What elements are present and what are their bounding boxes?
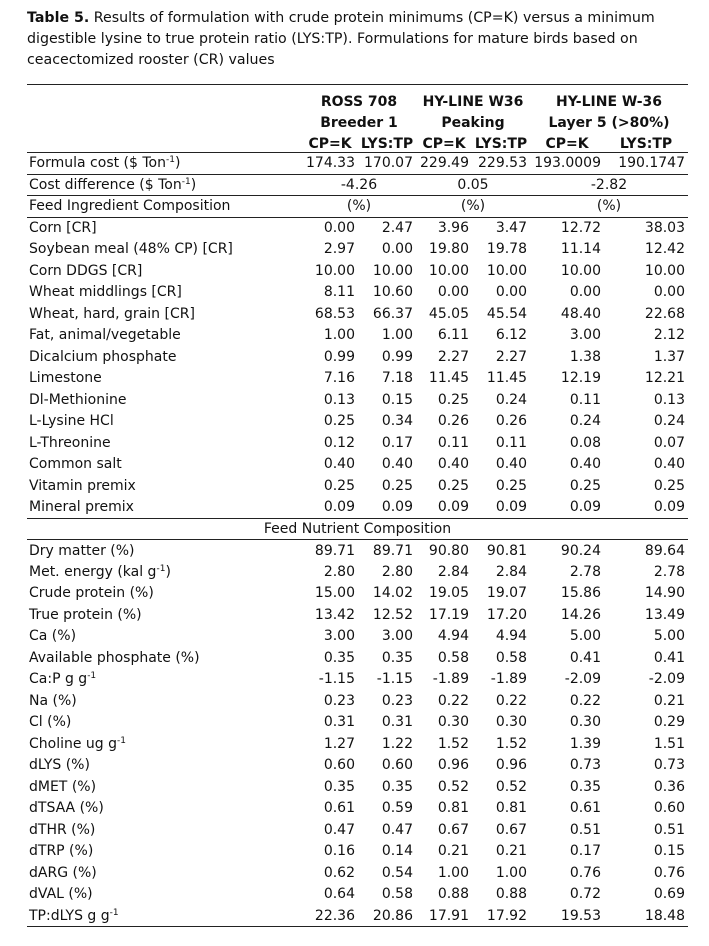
row-label: Cl (%) [29, 714, 72, 731]
cell: 3.00 [381, 628, 413, 645]
cell: 0.51 [653, 821, 685, 838]
table-row [27, 798, 688, 820]
row-label: Formula cost ($ Ton$^{-1}$) [27, 153, 302, 175]
cell: 1.00 [381, 327, 413, 344]
table-row [27, 690, 688, 712]
cell: 12.19 [560, 370, 601, 387]
ingredient-section-row [27, 196, 688, 218]
cell: 0.73 [569, 757, 601, 774]
cell: 0.96 [495, 757, 527, 774]
row-label: Met. energy (kal $g^{-1}$) [29, 563, 171, 580]
cell: 0.09 [530, 497, 604, 519]
row-label: Corn DDGS [CR] [29, 262, 143, 279]
cell: 174.33 [302, 153, 358, 175]
table-row [27, 368, 688, 390]
cell: 1.39 [569, 735, 601, 752]
cell: 14.90 [644, 585, 685, 602]
cell: 2.47 [381, 220, 413, 236]
cost-difference-row [27, 174, 688, 196]
row-label: Limestone [29, 370, 102, 387]
cell: 0.24 [495, 391, 527, 408]
row-label: Corn [CR] [29, 220, 97, 236]
cell: 68.53 [314, 305, 355, 322]
cell: 0.29 [653, 714, 685, 731]
cell: 10.00 [644, 262, 685, 279]
cell: 7.16 [323, 370, 355, 387]
nutrients-body [27, 540, 688, 927]
unit-label: (%) [530, 196, 688, 218]
cell: 3.96 [437, 220, 469, 236]
cell: 0.00 [323, 220, 355, 236]
cell: 0.76 [569, 864, 601, 881]
cell: 1.22 [381, 735, 413, 752]
cell: 0.61 [323, 800, 355, 817]
cell: 0.40 [495, 456, 527, 473]
cell: 0.60 [653, 800, 685, 817]
row-label: Common salt [29, 456, 122, 473]
cell: 0.99 [381, 348, 413, 365]
cell: 0.11 [569, 391, 601, 408]
cell: 0.11 [495, 434, 527, 451]
cell: 2.27 [495, 348, 527, 365]
table-row [27, 604, 688, 626]
cell: 0.09 [358, 497, 416, 519]
cell: 45.05 [428, 305, 469, 322]
row-label: Dl-Methionine [29, 391, 127, 408]
cell: 0.34 [381, 413, 413, 430]
cell: 15.00 [314, 585, 355, 602]
cell: 2.84 [437, 563, 469, 580]
cell: 0.22 [569, 692, 601, 709]
table-row [27, 669, 688, 691]
cell: 19.53 [530, 905, 604, 927]
group-header-2-line2: Peaking [441, 115, 505, 131]
cell: 0.12 [323, 434, 355, 451]
row-label: dLYS (%) [29, 757, 90, 774]
cell: -1.15 [376, 671, 413, 688]
cell: 0.22 [495, 692, 527, 709]
cell: 2.78 [569, 563, 601, 580]
cell: 0.24 [569, 413, 601, 430]
cell: 0.51 [569, 821, 601, 838]
cell: 0.36 [653, 778, 685, 795]
cell: 0.73 [653, 757, 685, 774]
cell: 17.19 [428, 606, 469, 623]
cell: 19.05 [428, 585, 469, 602]
table-row [27, 862, 688, 884]
row-label: Choline ug $g^{-1}$ [29, 735, 127, 752]
cell: -2.09 [648, 671, 685, 688]
cell: 0.58 [437, 649, 469, 666]
row-label: Na (%) [29, 692, 77, 709]
cell: 0.25 [653, 477, 685, 494]
table-row [27, 303, 688, 325]
cell: 0.14 [381, 843, 413, 860]
cell: 0.08 [569, 434, 601, 451]
cell: 0.35 [381, 649, 413, 666]
cell: 11.14 [560, 241, 601, 258]
row-label: Dry matter (%) [29, 542, 135, 559]
cell: 0.26 [495, 413, 527, 430]
cell: -1.15 [318, 671, 355, 688]
cell: 38.03 [644, 220, 685, 236]
table-row [27, 475, 688, 497]
row-label: dVAL (%) [29, 886, 93, 903]
table-row [27, 239, 688, 261]
subcol-header: LYS:TP [619, 136, 673, 152]
results-table [27, 84, 688, 927]
cell: 0.59 [381, 800, 413, 817]
subcol-header: CP=K [308, 136, 352, 152]
cell: 0.58 [495, 649, 527, 666]
header-spacer [27, 85, 302, 111]
cell: 190.1747 [604, 153, 688, 175]
cell: 0.31 [323, 714, 355, 731]
row-label: Mineral premix [27, 497, 302, 519]
table-row [27, 776, 688, 798]
cell: 0.67 [495, 821, 527, 838]
cell: 229.53 [472, 153, 530, 175]
cell: -1.89 [432, 671, 469, 688]
subcol-header: LYS:TP [360, 136, 414, 152]
unit-label: (%) [416, 196, 530, 218]
table-row [27, 325, 688, 347]
cell: 0.30 [495, 714, 527, 731]
table-row [27, 733, 688, 755]
row-label: Wheat, hard, grain [CR] [29, 305, 195, 322]
table-row [27, 389, 688, 411]
table-row [27, 712, 688, 734]
cell: 0.69 [653, 886, 685, 903]
table-row [27, 432, 688, 454]
cell: 0.09 [604, 497, 688, 519]
cell: 12.21 [644, 370, 685, 387]
table-row [27, 755, 688, 777]
cell: 0.26 [437, 413, 469, 430]
cell: 1.37 [653, 348, 685, 365]
cell: 2.78 [653, 563, 685, 580]
cell: 0.15 [381, 391, 413, 408]
cell: -2.09 [564, 671, 601, 688]
cell: 0.05 [416, 174, 530, 196]
cell: 0.60 [381, 757, 413, 774]
cell: 2.80 [381, 563, 413, 580]
cell: 0.16 [323, 843, 355, 860]
cell: 193.0009 [530, 153, 604, 175]
cell: 12.52 [372, 606, 413, 623]
cell: 10.00 [428, 262, 469, 279]
cell: 0.00 [495, 284, 527, 301]
row-label: Available phosphate (%) [29, 649, 200, 666]
cell: 0.47 [323, 821, 355, 838]
table-caption [27, 8, 692, 71]
cell: 89.71 [314, 542, 355, 559]
cell: 2.97 [323, 241, 355, 258]
cell: -1.89 [490, 671, 527, 688]
cell: 0.23 [381, 692, 413, 709]
cell: 0.30 [437, 714, 469, 731]
cell: 0.81 [495, 800, 527, 817]
row-label: dTHR (%) [29, 821, 96, 838]
cell: 12.42 [644, 241, 685, 258]
row-label: Cost difference ($ Ton$^{-1}$) [27, 174, 302, 196]
cell: 0.21 [495, 843, 527, 860]
subcol-header: CP=K [422, 136, 466, 152]
cell: 13.49 [644, 606, 685, 623]
caption-text: Results of formulation with crude protein minimums (CP=K) versus a minimum digestible lysine to true protein ratio (LYS:TP). Formulations for mature birds based on ceacectomized rooster (CR) values [27, 10, 655, 68]
row-label: Crude protein (%) [29, 585, 154, 602]
cell: 0.62 [323, 864, 355, 881]
cell: 0.30 [569, 714, 601, 731]
cell: 0.13 [653, 391, 685, 408]
cell: 0.25 [381, 477, 413, 494]
cell: 6.12 [495, 327, 527, 344]
cell: 90.81 [486, 542, 527, 559]
cell: 19.80 [428, 241, 469, 258]
cell: 10.00 [372, 262, 413, 279]
cell: 1.00 [495, 864, 527, 881]
cell: 1.51 [653, 735, 685, 752]
cell: 3.00 [323, 628, 355, 645]
table-row [27, 540, 688, 562]
cell: 1.52 [437, 735, 469, 752]
subcol-header: LYS:TP [474, 136, 528, 152]
row-label: Dicalcium phosphate [29, 348, 177, 365]
cell: -4.26 [302, 174, 416, 196]
cell: 1.00 [437, 864, 469, 881]
cell: 89.64 [644, 542, 685, 559]
cell: 6.11 [437, 327, 469, 344]
cell: 0.35 [323, 778, 355, 795]
cell: -2.82 [530, 174, 688, 196]
group-header-2-line1: HY-LINE W36 [422, 94, 524, 110]
cell: 5.00 [569, 628, 601, 645]
cell: 0.40 [569, 456, 601, 473]
caption-label: Table 5. [27, 10, 90, 26]
row-label: Fat, animal/vegetable [29, 327, 181, 344]
table-row [27, 454, 688, 476]
row-label: Wheat middlings [CR] [29, 284, 182, 301]
nutrient-section-row [27, 518, 688, 540]
row-label: L-Threonine [29, 434, 111, 451]
cell: 20.86 [358, 905, 416, 927]
row-label: dARG (%) [29, 864, 97, 881]
cell: 14.02 [372, 585, 413, 602]
cell: 0.52 [495, 778, 527, 795]
cell: 0.61 [569, 800, 601, 817]
cell: 13.42 [314, 606, 355, 623]
cell: 1.38 [569, 348, 601, 365]
cell: 0.25 [495, 477, 527, 494]
subcol-header: CP=K [545, 136, 589, 152]
table-row [27, 647, 688, 669]
table-row [27, 626, 688, 648]
table-row [27, 905, 688, 927]
cell: 0.24 [653, 413, 685, 430]
cell: 0.99 [323, 348, 355, 365]
cell: 3.00 [569, 327, 601, 344]
cell: 10.00 [560, 262, 601, 279]
cell: 0.67 [437, 821, 469, 838]
cell: 0.09 [472, 497, 530, 519]
cell: 19.78 [486, 241, 527, 258]
section-label: Feed Ingredient Composition [27, 196, 302, 218]
group-header-3-line1: HY-LINE W-36 [556, 94, 662, 110]
cell: 3.47 [495, 220, 527, 236]
cell: 0.76 [653, 864, 685, 881]
cell: 4.94 [495, 628, 527, 645]
cell: 22.68 [644, 305, 685, 322]
ingredients-body [27, 217, 688, 518]
cell: 0.25 [569, 477, 601, 494]
cell: 66.37 [372, 305, 413, 322]
cell: 0.25 [323, 477, 355, 494]
cell: 0.35 [323, 649, 355, 666]
cell: 0.64 [323, 886, 355, 903]
cell: 229.49 [416, 153, 472, 175]
cell: 0.15 [653, 843, 685, 860]
cell: 0.41 [569, 649, 601, 666]
table-row [27, 583, 688, 605]
section-label: Feed Nutrient Composition [27, 518, 688, 540]
cell: 0.00 [569, 284, 601, 301]
cell: 0.58 [381, 886, 413, 903]
cell: 0.00 [653, 284, 685, 301]
cell: 0.40 [653, 456, 685, 473]
cell: 48.40 [560, 305, 601, 322]
row-label: Vitamin premix [29, 477, 136, 494]
cell: 0.40 [381, 456, 413, 473]
group-header-1-line2: Breeder 1 [320, 115, 398, 131]
cell: 0.35 [569, 778, 601, 795]
cell: 5.00 [653, 628, 685, 645]
cell: 0.35 [381, 778, 413, 795]
cell: 0.17 [569, 843, 601, 860]
row-label: L-Lysine HCl [29, 413, 114, 430]
cell: 1.52 [495, 735, 527, 752]
cell: 0.41 [653, 649, 685, 666]
cell: 0.09 [302, 497, 358, 519]
cell: 0.88 [437, 886, 469, 903]
cell: 17.20 [486, 606, 527, 623]
cell: 2.84 [495, 563, 527, 580]
cell: 0.40 [437, 456, 469, 473]
row-label: Ca (%) [29, 628, 77, 645]
cell: 0.96 [437, 757, 469, 774]
cell: 15.86 [560, 585, 601, 602]
cell: 0.40 [323, 456, 355, 473]
unit-label: (%) [302, 196, 416, 218]
group-header-3-line2: Layer 5 (>80%) [548, 115, 670, 131]
cell: 11.45 [428, 370, 469, 387]
cell: 0.25 [437, 477, 469, 494]
cell: 0.21 [653, 692, 685, 709]
cell: 10.60 [372, 284, 413, 301]
cell: 7.18 [381, 370, 413, 387]
cell: 2.12 [653, 327, 685, 344]
cell: 90.80 [428, 542, 469, 559]
cell: 0.11 [437, 434, 469, 451]
cell: 0.00 [437, 284, 469, 301]
table-row [27, 819, 688, 841]
cell: 0.25 [323, 413, 355, 430]
cell: 0.25 [437, 391, 469, 408]
table-row [27, 411, 688, 433]
formula-cost-row [27, 153, 688, 175]
cell: 170.07 [358, 153, 416, 175]
cell: 0.09 [416, 497, 472, 519]
cell: 8.11 [323, 284, 355, 301]
cell: 0.22 [437, 692, 469, 709]
row-label: TP:dLYS g $g^{-1}$ [27, 905, 302, 927]
table-row [27, 282, 688, 304]
table-row [27, 497, 688, 519]
cell: 19.07 [486, 585, 527, 602]
cell: 4.94 [437, 628, 469, 645]
cell: 12.72 [560, 220, 601, 236]
cell: 0.54 [381, 864, 413, 881]
cell: 0.88 [495, 886, 527, 903]
table-row [27, 260, 688, 282]
table-row [27, 217, 688, 239]
row-label: Ca:P g $g^{-1}$ [29, 671, 97, 688]
cell: 17.91 [416, 905, 472, 927]
group-header-1-line1: ROSS 708 [320, 94, 398, 110]
cell: 0.17 [381, 434, 413, 451]
cell: 89.71 [372, 542, 413, 559]
cell: 22.36 [302, 905, 358, 927]
row-label: dMET (%) [29, 778, 97, 795]
subcolumn-header-row [27, 131, 688, 153]
cell: 0.72 [569, 886, 601, 903]
row-label: dTRP (%) [29, 843, 94, 860]
cell: 1.27 [323, 735, 355, 752]
row-label: True protein (%) [29, 606, 142, 623]
cell: 10.00 [314, 262, 355, 279]
cell: 45.54 [486, 305, 527, 322]
cell: 0.52 [437, 778, 469, 795]
cell: 1.00 [323, 327, 355, 344]
table-row [27, 884, 688, 906]
cell: 0.60 [323, 757, 355, 774]
cell: 18.48 [604, 905, 688, 927]
table-row [27, 561, 688, 583]
cell: 0.13 [323, 391, 355, 408]
cell: 2.27 [437, 348, 469, 365]
row-label: dTSAA (%) [29, 800, 104, 817]
cell: 14.26 [560, 606, 601, 623]
cell: 90.24 [560, 542, 601, 559]
cell: 0.07 [653, 434, 685, 451]
cell: 0.81 [437, 800, 469, 817]
cell: 0.47 [381, 821, 413, 838]
row-label: Soybean meal (48% CP) [CR] [29, 241, 233, 258]
cell: 2.80 [323, 563, 355, 580]
table-row [27, 346, 688, 368]
cell: 0.23 [323, 692, 355, 709]
cell: 0.31 [381, 714, 413, 731]
cell: 10.00 [486, 262, 527, 279]
cell: 11.45 [486, 370, 527, 387]
table-row [27, 841, 688, 863]
cell: 0.21 [437, 843, 469, 860]
cell: 0.00 [381, 241, 413, 258]
cell: 17.92 [472, 905, 530, 927]
